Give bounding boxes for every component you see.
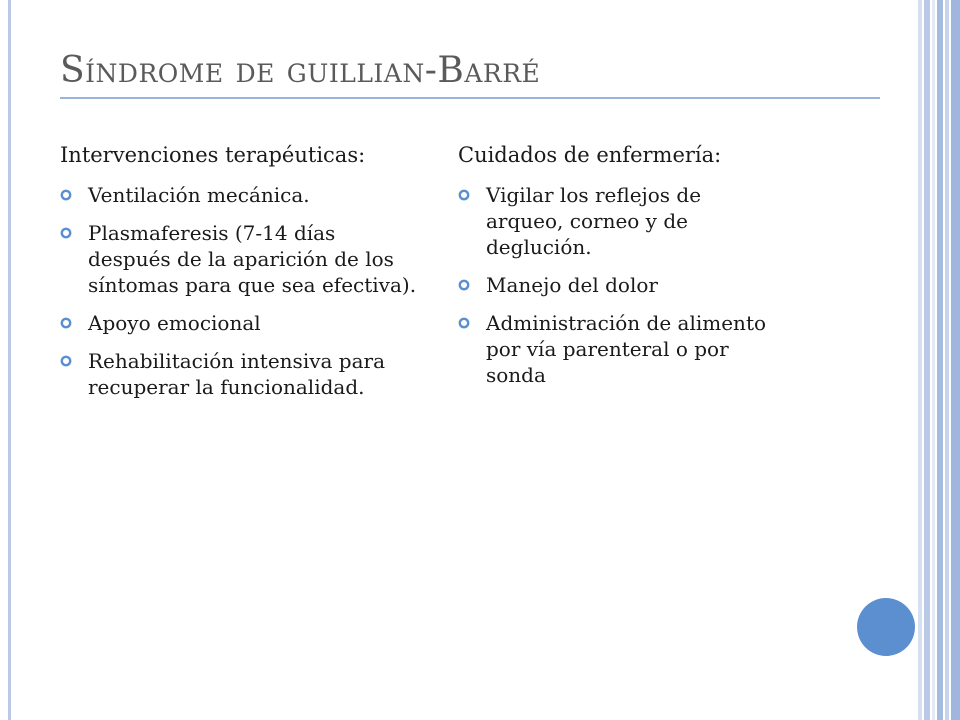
ring-bullet-icon [60, 355, 72, 367]
list-item [60, 348, 420, 400]
right-band-5 [945, 0, 949, 720]
ring-bullet-icon [60, 189, 72, 201]
ring-bullet-icon [458, 279, 470, 291]
right-band-1 [918, 0, 922, 720]
right-column [458, 140, 778, 400]
list-item-text: Plasmaferesis (7-14 días después de la aparición de los síntomas para que sea efectiva). [88, 221, 417, 297]
ring-bullet-icon [458, 189, 470, 201]
slide-title: Síndrome de guillian-Barré [60, 50, 880, 99]
right-band-6 [951, 0, 960, 720]
list-item [458, 272, 778, 298]
list-item-text: Apoyo emocional [88, 311, 261, 335]
list-item-text: Rehabilitación intensiva para recuperar la funcionalidad. [88, 349, 386, 399]
list-item [60, 220, 420, 298]
list-item-text: Manejo del dolor [486, 273, 658, 297]
right-column-heading: Cuidados de enfermería: [458, 143, 722, 167]
left-list [60, 182, 420, 400]
list-item [60, 182, 420, 208]
list-item [458, 182, 778, 260]
ring-bullet-icon [60, 227, 72, 239]
decorative-circle [857, 598, 915, 656]
list-item [60, 310, 420, 336]
ring-bullet-icon [60, 317, 72, 329]
list-item [458, 310, 778, 388]
left-column [60, 140, 420, 412]
list-item-text: Ventilación mecánica. [88, 183, 310, 207]
ring-bullet-icon [458, 317, 470, 329]
left-frame-line [8, 0, 11, 720]
right-band-4 [937, 0, 943, 720]
right-band-2 [924, 0, 930, 720]
right-band-3 [932, 0, 935, 720]
list-item-text: Vigilar los reflejos de arqueo, corneo y de deglución. [486, 183, 702, 259]
list-item-text: Administración de alimento por vía parenteral o por sonda [486, 311, 767, 387]
left-column-heading: Intervenciones terapéuticas: [60, 143, 366, 167]
right-list [458, 182, 778, 388]
